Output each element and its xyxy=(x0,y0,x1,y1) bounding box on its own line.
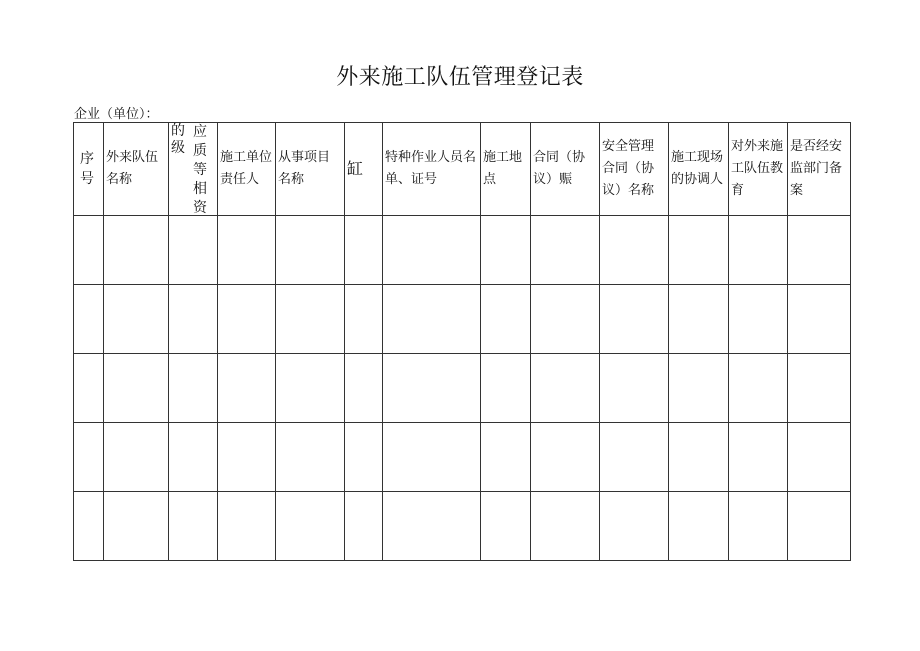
table-cell[interactable] xyxy=(169,492,218,561)
table-row xyxy=(74,492,851,561)
table-cell[interactable] xyxy=(531,492,600,561)
header-coordinator: 施工现场的协调人 xyxy=(669,123,729,216)
table-cell[interactable] xyxy=(481,423,531,492)
table-row xyxy=(74,423,851,492)
table-cell[interactable] xyxy=(383,354,481,423)
table-cell[interactable] xyxy=(600,216,669,285)
header-row xyxy=(74,123,851,216)
table-cell[interactable] xyxy=(531,354,600,423)
table-cell[interactable] xyxy=(729,492,788,561)
table-cell[interactable] xyxy=(600,354,669,423)
table-cell[interactable] xyxy=(481,492,531,561)
table-cell[interactable] xyxy=(276,216,345,285)
table-cell[interactable] xyxy=(481,354,531,423)
table-cell[interactable] xyxy=(788,423,851,492)
table-cell[interactable] xyxy=(276,423,345,492)
table-cell[interactable] xyxy=(669,285,729,354)
table-cell[interactable] xyxy=(729,285,788,354)
registration-table xyxy=(73,122,851,561)
header-qualification-left: 的级 xyxy=(171,123,185,156)
table-cell[interactable] xyxy=(481,216,531,285)
table-cell[interactable] xyxy=(104,216,169,285)
table-cell[interactable] xyxy=(729,216,788,285)
header-special-staff: 特种作业人员名单、证号 xyxy=(383,123,481,216)
table-cell[interactable] xyxy=(218,354,276,423)
table-cell[interactable] xyxy=(531,423,600,492)
table-cell[interactable] xyxy=(276,285,345,354)
table-cell[interactable] xyxy=(218,423,276,492)
table-cell[interactable] xyxy=(788,285,851,354)
table-cell[interactable] xyxy=(74,492,104,561)
table-cell[interactable] xyxy=(218,285,276,354)
table-cell[interactable] xyxy=(345,423,383,492)
table-cell[interactable] xyxy=(383,216,481,285)
table-cell[interactable] xyxy=(383,423,481,492)
table-cell[interactable] xyxy=(169,216,218,285)
table-cell[interactable] xyxy=(383,492,481,561)
table-cell[interactable] xyxy=(531,216,600,285)
table-body xyxy=(74,216,851,561)
table-cell[interactable] xyxy=(729,423,788,492)
table-cell[interactable] xyxy=(383,285,481,354)
table-cell[interactable] xyxy=(788,492,851,561)
header-qualification-right: 应质等相资 xyxy=(193,124,207,216)
table-cell[interactable] xyxy=(104,423,169,492)
table-cell[interactable] xyxy=(669,216,729,285)
table-cell[interactable] xyxy=(345,216,383,285)
table-cell[interactable] xyxy=(669,423,729,492)
table-cell[interactable] xyxy=(345,285,383,354)
table-cell[interactable] xyxy=(74,354,104,423)
table-cell[interactable] xyxy=(345,354,383,423)
header-seq: 序号 xyxy=(74,123,104,216)
header-team-name: 外来队伍名称 xyxy=(104,123,169,216)
table-cell[interactable] xyxy=(788,354,851,423)
table-cell[interactable] xyxy=(276,354,345,423)
header-safety-contract: 安全管理合同（协议）名称 xyxy=(600,123,669,216)
header-col6: 缸 xyxy=(345,123,383,216)
table-cell[interactable] xyxy=(74,285,104,354)
header-registered: 是否经安监部门备案 xyxy=(788,123,851,216)
table-cell[interactable] xyxy=(600,285,669,354)
header-leader: 施工单位责任人 xyxy=(218,123,276,216)
table-cell[interactable] xyxy=(276,492,345,561)
table-cell[interactable] xyxy=(74,216,104,285)
table-row xyxy=(74,216,851,285)
header-site: 施工地点 xyxy=(481,123,531,216)
table-cell[interactable] xyxy=(218,216,276,285)
table-cell[interactable] xyxy=(104,492,169,561)
table-cell[interactable] xyxy=(788,216,851,285)
table-row xyxy=(74,354,851,423)
document-title: 外来施工队伍管理登记表 xyxy=(336,65,584,90)
table-cell[interactable] xyxy=(169,423,218,492)
table-cell[interactable] xyxy=(218,492,276,561)
table-cell[interactable] xyxy=(104,285,169,354)
table-cell[interactable] xyxy=(600,423,669,492)
table-cell[interactable] xyxy=(669,354,729,423)
table-cell[interactable] xyxy=(169,285,218,354)
table-cell[interactable] xyxy=(531,285,600,354)
header-qualification xyxy=(169,123,218,216)
table-cell[interactable] xyxy=(104,354,169,423)
table-row xyxy=(74,285,851,354)
header-education: 对外来施工队伍教育 xyxy=(729,123,788,216)
header-project: 从事项目名称 xyxy=(276,123,345,216)
table-cell[interactable] xyxy=(169,354,218,423)
table-cell[interactable] xyxy=(74,423,104,492)
table-cell[interactable] xyxy=(729,354,788,423)
company-label: 企业（单位）： xyxy=(74,107,159,122)
header-contract: 合同（协议）赈 xyxy=(531,123,600,216)
table-cell[interactable] xyxy=(481,285,531,354)
table-cell[interactable] xyxy=(345,492,383,561)
table-cell[interactable] xyxy=(669,492,729,561)
table-cell[interactable] xyxy=(600,492,669,561)
